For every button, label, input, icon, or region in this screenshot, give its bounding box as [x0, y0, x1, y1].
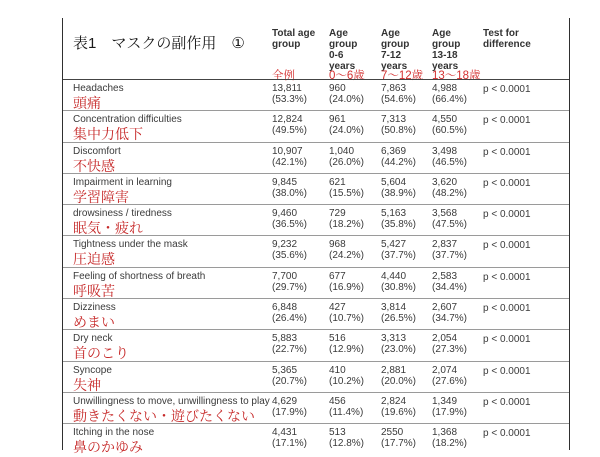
cell-count: 7,863 [381, 83, 407, 94]
p-value: p < 0.0001 [483, 428, 531, 440]
cell-count: 456 [329, 395, 346, 407]
cell-count: 427 [329, 302, 346, 314]
cell-percent: (54.6%) [381, 94, 417, 105]
symptom-label-ja: 失神 [73, 376, 101, 393]
cell-age-0-6 [329, 271, 364, 293]
table-row [63, 362, 569, 393]
cell-total [272, 396, 307, 418]
cell-percent: (66.4%) [432, 94, 468, 105]
cell-percent: (27.3%) [432, 344, 468, 356]
symptom-label-ja: 動きたくない・遊びたくない [73, 407, 255, 424]
cell-percent: (50.8%) [381, 125, 417, 137]
cell-age-7-12 [381, 114, 416, 136]
cell-percent: (24.0%) [329, 125, 365, 137]
col-jp-age-7-12: 7～12歳 [381, 70, 424, 82]
p-value: p < 0.0001 [483, 84, 531, 95]
symptom-label-en: Dizziness [73, 302, 116, 314]
cell-percent: (42.1%) [272, 156, 308, 168]
cell-count: 9,845 [272, 176, 298, 188]
cell-percent: (17.1%) [272, 438, 308, 450]
cell-count: 3,814 [381, 302, 407, 314]
symptom-label-ja: 首のこり [73, 345, 129, 362]
cell-age-0-6 [329, 239, 364, 261]
cell-age-0-6 [329, 83, 364, 105]
cell-percent: (29.7%) [272, 281, 308, 293]
cell-age-0-6 [329, 427, 364, 449]
cell-percent: (10.7%) [329, 313, 365, 325]
symptom-label-en: Discomfort [73, 145, 121, 157]
cell-count: 1,349 [432, 395, 458, 407]
cell-total [272, 114, 307, 136]
table-row [63, 143, 569, 174]
col-header-age-7-12: Age group 7-12 years [381, 28, 410, 72]
col-header-age-13-18: Age group 13-18 years [432, 28, 461, 72]
p-value: p < 0.0001 [483, 334, 531, 346]
cell-count: 2,824 [381, 395, 407, 407]
symptom-label-ja: 眠気・疲れ [73, 220, 143, 237]
cell-age-0-6 [329, 177, 364, 199]
cell-age-0-6 [329, 114, 364, 136]
cell-total [272, 146, 307, 168]
cell-count: 4,440 [381, 270, 407, 282]
cell-count: 621 [329, 176, 346, 188]
cell-total [272, 427, 307, 449]
cell-percent: (24.0%) [329, 94, 365, 105]
cell-percent: (35.6%) [272, 250, 308, 262]
cell-count: 4,431 [272, 427, 298, 439]
cell-percent: (46.5%) [432, 156, 468, 168]
cell-count: 2,583 [432, 270, 458, 282]
cell-count: 677 [329, 270, 346, 282]
cell-age-0-6 [329, 302, 364, 324]
table-row [63, 330, 569, 361]
cell-count: 729 [329, 208, 346, 220]
cell-percent: (22.7%) [272, 344, 308, 356]
symptom-label-en: drowsiness / tiredness [73, 208, 172, 220]
table-body [63, 80, 569, 455]
cell-count: 5,604 [381, 176, 407, 188]
cell-age-13-18 [432, 365, 467, 387]
cell-count: 6,848 [272, 302, 298, 314]
cell-count: 961 [329, 114, 346, 126]
cell-age-7-12 [381, 333, 416, 355]
cell-count: 513 [329, 427, 346, 439]
cell-percent: (18.2%) [329, 219, 365, 231]
cell-percent: (38.0%) [272, 187, 308, 199]
cell-percent: (34.7%) [432, 313, 468, 325]
cell-percent: (18.2%) [432, 438, 468, 450]
cell-percent: (38.9%) [381, 187, 417, 199]
cell-count: 7,700 [272, 270, 298, 282]
cell-count: 2,074 [432, 364, 458, 376]
cell-count: 968 [329, 239, 346, 251]
symptom-label-ja: 頭痛 [73, 95, 101, 111]
symptom-label-en: Dry neck [73, 333, 113, 345]
cell-percent: (20.7%) [272, 375, 308, 387]
cell-count: 4,550 [432, 114, 458, 126]
p-value: p < 0.0001 [483, 303, 531, 315]
col-jp-age-13-18: 13～18歳 [432, 70, 481, 82]
cell-percent: (53.3%) [272, 94, 308, 105]
cell-age-7-12 [381, 365, 416, 387]
table-row [63, 299, 569, 330]
cell-age-7-12 [381, 239, 416, 261]
col-header-age-0-6: Age group 0-6 years [329, 28, 358, 72]
p-value: p < 0.0001 [483, 177, 531, 189]
symptom-label-ja: めまい [73, 314, 115, 331]
cell-count: 1,368 [432, 427, 458, 439]
cell-count: 5,365 [272, 364, 298, 376]
cell-percent: (26.4%) [272, 313, 308, 325]
cell-percent: (19.6%) [381, 406, 417, 418]
symptom-label-en: Tightness under the mask [73, 239, 188, 251]
cell-age-7-12 [381, 83, 416, 105]
symptom-label-ja: 鼻のかゆみ [73, 439, 143, 456]
cell-count: 410 [329, 364, 346, 376]
p-value: p < 0.0001 [483, 271, 531, 283]
cell-age-13-18 [432, 302, 467, 324]
cell-age-13-18 [432, 333, 467, 355]
symptom-label-en: Unwillingness to move, unwillingness to play [73, 395, 270, 407]
cell-age-7-12 [381, 302, 416, 324]
table-row [63, 268, 569, 299]
cell-count: 2550 [381, 427, 404, 439]
cell-count: 1,040 [329, 145, 355, 157]
cell-percent: (17.9%) [272, 406, 308, 418]
cell-count: 2,837 [432, 239, 458, 251]
cell-percent: (11.4%) [329, 406, 364, 418]
cell-count: 13,811 [272, 83, 302, 94]
cell-count: 4,629 [272, 395, 298, 407]
p-value: p < 0.0001 [483, 209, 531, 221]
table-row [63, 393, 569, 424]
cell-age-7-12 [381, 271, 416, 293]
cell-age-13-18 [432, 396, 467, 418]
cell-count: 2,607 [432, 302, 458, 314]
cell-percent: (37.7%) [432, 250, 468, 262]
cell-percent: (60.5%) [432, 125, 468, 137]
cell-percent: (26.5%) [381, 313, 417, 325]
cell-age-7-12 [381, 177, 416, 199]
cell-count: 9,232 [272, 239, 298, 251]
cell-age-13-18 [432, 271, 467, 293]
p-value: p < 0.0001 [483, 115, 531, 127]
cell-age-7-12 [381, 396, 416, 418]
col-header-test: Test for difference [483, 28, 531, 50]
cell-total [272, 83, 307, 105]
table-row [63, 205, 569, 236]
cell-count: 2,881 [381, 364, 407, 376]
table-row [63, 424, 569, 454]
cell-count: 960 [329, 83, 346, 94]
cell-age-13-18 [432, 83, 467, 105]
cell-age-13-18 [432, 114, 467, 136]
cell-count: 3,620 [432, 176, 458, 188]
table-row [63, 111, 569, 142]
cell-age-7-12 [381, 146, 416, 168]
cell-age-7-12 [381, 427, 416, 449]
symptom-label-ja: 圧迫感 [73, 251, 115, 268]
cell-count: 3,568 [432, 208, 458, 220]
cell-total [272, 177, 307, 199]
cell-percent: (35.8%) [381, 219, 417, 231]
col-jp-total: 全例 [272, 70, 295, 82]
cell-total [272, 365, 307, 387]
cell-total [272, 302, 307, 324]
cell-count: 7,313 [381, 114, 407, 126]
cell-percent: (12.8%) [329, 438, 365, 450]
table-title: 表1 マスクの副作用 ① [73, 35, 245, 52]
cell-percent: (17.9%) [432, 406, 468, 418]
cell-age-13-18 [432, 208, 467, 230]
cell-percent: (47.5%) [432, 219, 468, 231]
col-header-total: Total age group [272, 28, 316, 50]
cell-age-13-18 [432, 177, 467, 199]
cell-total [272, 208, 307, 230]
cell-count: 12,824 [272, 114, 303, 126]
cell-percent: (23.0%) [381, 344, 417, 356]
cell-percent: (44.2%) [381, 156, 417, 168]
symptom-label-en: Concentration difficulties [73, 114, 182, 126]
symptom-label-en: Headaches [73, 83, 124, 94]
symptom-label-en: Itching in the nose [73, 427, 155, 439]
cell-percent: (24.2%) [329, 250, 365, 262]
cell-count: 2,054 [432, 333, 458, 345]
table-row [63, 80, 569, 111]
cell-percent: (27.6%) [432, 375, 468, 387]
cell-age-13-18 [432, 427, 467, 449]
cell-percent: (34.4%) [432, 281, 468, 293]
cell-count: 4,988 [432, 83, 458, 94]
symptom-label-ja: 学習障害 [73, 188, 129, 205]
cell-percent: (16.9%) [329, 281, 365, 293]
p-value: p < 0.0001 [483, 240, 531, 252]
cell-age-0-6 [329, 365, 364, 387]
cell-percent: (48.2%) [432, 187, 468, 199]
cell-age-13-18 [432, 239, 467, 261]
cell-count: 9,460 [272, 208, 298, 220]
cell-percent: (36.5%) [272, 219, 308, 231]
cell-total [272, 333, 307, 355]
cell-age-0-6 [329, 333, 364, 355]
cell-count: 10,907 [272, 145, 303, 157]
cell-percent: (30.8%) [381, 281, 417, 293]
cell-percent: (17.7%) [381, 438, 417, 450]
p-value: p < 0.0001 [483, 396, 531, 408]
cell-age-0-6 [329, 146, 364, 168]
p-value: p < 0.0001 [483, 365, 531, 377]
table-frame [62, 18, 570, 456]
cell-percent: (15.5%) [329, 187, 365, 199]
cell-percent: (26.0%) [329, 156, 365, 168]
cell-age-0-6 [329, 208, 364, 230]
cell-total [272, 239, 307, 261]
cell-count: 5,427 [381, 239, 407, 251]
cell-count: 516 [329, 333, 346, 345]
cell-percent: (20.0%) [381, 375, 417, 387]
symptom-label-en: Feeling of shortness of breath [73, 270, 206, 282]
symptom-label-ja: 呼吸苦 [73, 282, 115, 299]
table-row [63, 236, 569, 267]
cell-total [272, 271, 307, 293]
table-header [63, 18, 569, 81]
cell-percent: (12.9%) [329, 344, 365, 356]
symptom-label-ja: 集中力低下 [73, 126, 143, 143]
cell-percent: (10.2%) [329, 375, 365, 387]
symptom-label-en: Impairment in learning [73, 176, 172, 188]
col-jp-age-0-6: 0～6歳 [329, 70, 365, 82]
symptom-label-ja: 不快感 [73, 157, 115, 174]
p-value: p < 0.0001 [483, 146, 531, 158]
cell-age-0-6 [329, 396, 363, 418]
cell-age-7-12 [381, 208, 416, 230]
cell-count: 6,369 [381, 145, 407, 157]
cell-age-13-18 [432, 146, 467, 168]
cell-count: 5,883 [272, 333, 298, 345]
cell-percent: (37.7%) [381, 250, 417, 262]
table-row [63, 174, 569, 205]
symptom-label-en: Syncope [73, 364, 112, 376]
cell-count: 3,313 [381, 333, 407, 345]
cell-percent: (49.5%) [272, 125, 308, 137]
cell-count: 5,163 [381, 208, 407, 220]
cell-count: 3,498 [432, 145, 458, 157]
